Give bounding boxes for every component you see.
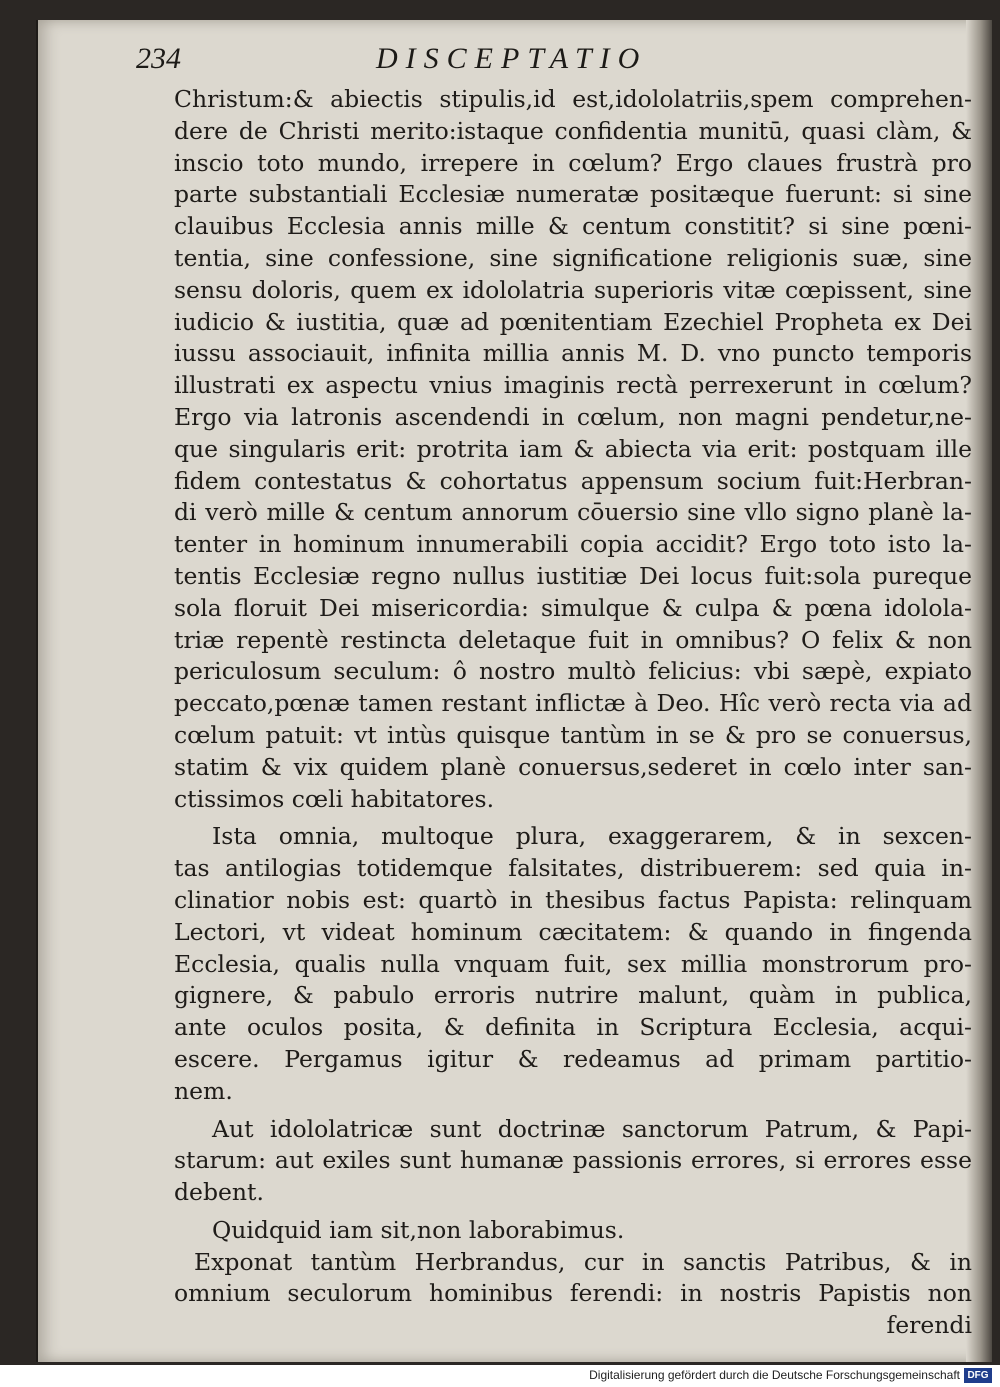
text-line: sola floruit Dei misericordia: simulque & culpa & pœna idolola-: [174, 593, 972, 622]
text-line: tentia, sine confessione, sine significatione religionis suæ, sine: [174, 243, 972, 272]
text-line: escere. Pergamus igitur & redeamus ad primam partitio-: [174, 1044, 972, 1073]
text-line: que singularis erit: protrita iam & abiecta via erit: postquam ille: [174, 434, 972, 463]
text-line: Ecclesia, qualis nulla vnquam fuit, sex millia monstrorum pro-: [174, 949, 972, 978]
text-line: triæ repentè restincta deletaque fuit in omnibus? O felix & non: [174, 625, 972, 654]
text-line: starum: aut exiles sunt humanæ passionis errores, si errores esse: [174, 1146, 972, 1175]
page-header: [136, 42, 856, 82]
text-line: sensu doloris, quem ex idololatria superioris vitæ cœpissent, sine: [174, 275, 972, 304]
text-line: inscio toto mundo, irrepere in cœlum? Ergo claues frustrà pro: [174, 148, 972, 177]
text-line: illustrati ex aspectu vnius imaginis rectà perrexerunt in cœlum?: [174, 371, 972, 400]
text-line: ante oculos posita, & definita in Scriptura Ecclesia, acqui-: [174, 1013, 972, 1042]
text-line: Christum:& abiectis stipulis,id est,idololatriis,spem comprehen-: [174, 85, 972, 113]
text-line: iussu associauit, infinita millia annis M. D. vno puncto temporis: [174, 339, 972, 368]
text-line: tentis Ecclesiæ regno nullus iustitiæ Dei locus fuit:sola pureque: [174, 561, 972, 590]
text-line: Ergo via latronis ascendendi in cœlum, non magni pendetur,ne-: [174, 402, 972, 431]
text-line: Exponat tantùm Herbrandus, cur in sanctis Patribus, & in: [194, 1247, 972, 1276]
text-line: dere de Christi merito:istaque confidentia munitū, quasi clàm, &: [174, 116, 972, 145]
text-line: omnium seculorum hominibus ferendi: in nostris Papistis non: [174, 1279, 972, 1308]
text-line: iudicio & iustitia, quæ ad pœnitentiam Ezechiel Propheta ex Dei: [174, 307, 972, 336]
text-line: gignere, & pabulo erroris nutrire malunt, quàm in publica,: [174, 981, 972, 1010]
text-line: clauibus Ecclesia annis mille & centum constitit? si sine pœni-: [174, 212, 972, 241]
text-line: fidem contestatus & cohortatus appensum socium fuit:Herbran-: [174, 466, 972, 495]
text-line: di verò mille & centum annorum cōuersio sine vllo signo planè la-: [174, 498, 972, 527]
text-line: Ista omnia, multoque plura, exaggerarem, & in sexcen-: [212, 822, 972, 851]
text-line: clinatior nobis est: quartò in thesibus factus Papista: relinquam: [174, 885, 972, 914]
text-line: tenter in hominum innumerabili copia accidit? Ergo toto isto la-: [174, 530, 972, 559]
text-line: Lectori, vt videat hominum cæcitatem: & quando in fingenda: [174, 917, 972, 946]
text-line: cœlum patuit: vt intùs quisque tantùm in se & pro se conuersus,: [174, 720, 972, 749]
text-line: Quidquid iam sit,non laborabimus.: [212, 1215, 625, 1244]
running-head: DISCEPTATIO: [376, 42, 648, 75]
digitization-footer: [0, 1365, 1000, 1387]
dfg-logo: DFG: [964, 1368, 992, 1383]
book-page: [36, 20, 992, 1362]
text-line: statim & vix quidem planè conuersus,sederet in cœlo inter san-: [174, 752, 972, 781]
text-line: peccato,pœnæ tamen restant inflictæ à Deo. Hîc verò recta via ad: [174, 689, 972, 718]
text-line: ctissimos cœli habitatores.: [174, 784, 495, 813]
text-line: parte substantiali Ecclesiæ numeratæ positæque fuerunt: si sine: [174, 180, 972, 209]
text-line: Aut idololatricæ sunt doctrinæ sanctorum Patrum, & Papi-: [212, 1114, 972, 1143]
catchword: ferendi: [886, 1311, 972, 1340]
text-line: nem.: [174, 1076, 233, 1105]
text-line: periculosum seculum: ô nostro multò felicius: vbi sæpè, expiato: [174, 657, 972, 686]
text-line: tas antilogias totidemque falsitates, distribuerem: sed quia in-: [174, 854, 972, 883]
page-number: 234: [136, 42, 181, 75]
funding-credit: Digitalisierung gefördert durch die Deutsche Forschungsgemeinschaft: [589, 1368, 960, 1382]
text-line: debent.: [174, 1178, 264, 1207]
body-text: [174, 84, 972, 1342]
